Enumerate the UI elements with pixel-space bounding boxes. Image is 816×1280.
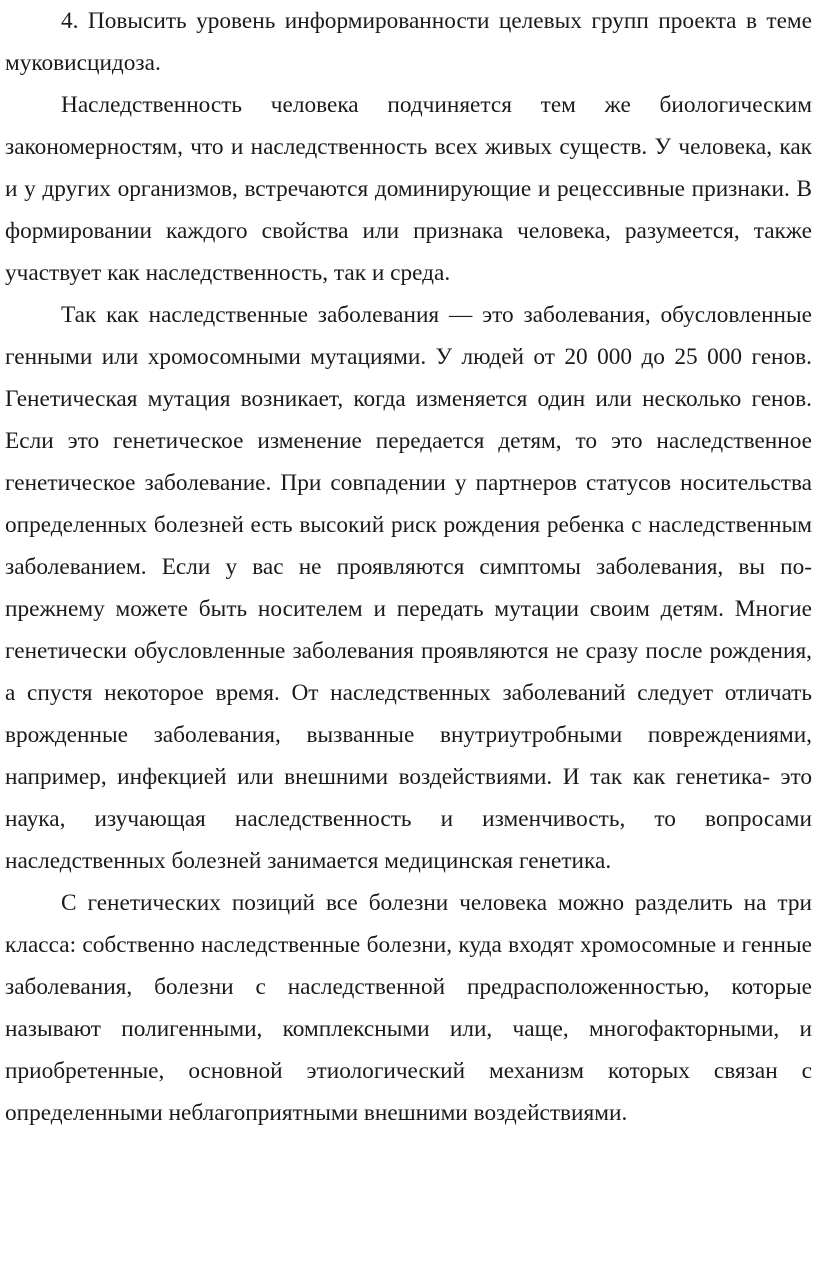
paragraph-disease-classes: С генетических позиций все болезни человека можно разделить на три класса: собственно наследственные болезни, куда входят хромосомные и генные заболевания, болезни с наследственной предрасположенностью, которые называют полигенными, комплексными или, чаще, многофакторными, и приобретенные, основной этиологический механизм которых связан с определенными неблагоприятными внешними воздействиями. bbox=[5, 890, 812, 1126]
paragraph-goal-4: 4. Повысить уровень информированности целевых групп проекта в теме муковисцидоза. bbox=[5, 8, 812, 76]
document-page bbox=[5, 0, 812, 1134]
paragraph-hereditary-diseases: Так как наследственные заболевания — это заболевания, обусловленные генными или хромосомными мутациями. У людей от 20 000 до 25 000 генов. Генетическая мутация возникает, когда изменяется один или несколько генов. Если это генетическое изменение передается детям, то это наследственное генетическое заболевание. При совпадении у партнеров статусов носительства определенных болезней есть высокий риск рождения ребенка с наследственным заболеванием. Если у вас не проявляются симптомы заболевания, вы по-прежнему можете быть носителем и передать мутации своим детям. Многие генетически обусловленные заболевания проявляются не сразу после рождения, а спустя некоторое время. От наследственных заболеваний следует отличать врожденные заболевания, вызванные внутриутробными повреждениями, например, инфекцией или внешними воздействиями. И так как генетика- это наука, изучающая наследственность и изменчивость, то вопросами наследственных болезней занимается медицинская генетика. bbox=[5, 302, 812, 874]
paragraph-heredity: Наследственность человека подчиняется тем же биологическим закономерностям, что и наследственность всех живых существ. У человека, как и у других организмов, встречаются доминирующие и рецессивные признаки. В формировании каждого свойства или признака человека, разумеется, также участвует как наследственность, так и среда. bbox=[5, 92, 812, 286]
